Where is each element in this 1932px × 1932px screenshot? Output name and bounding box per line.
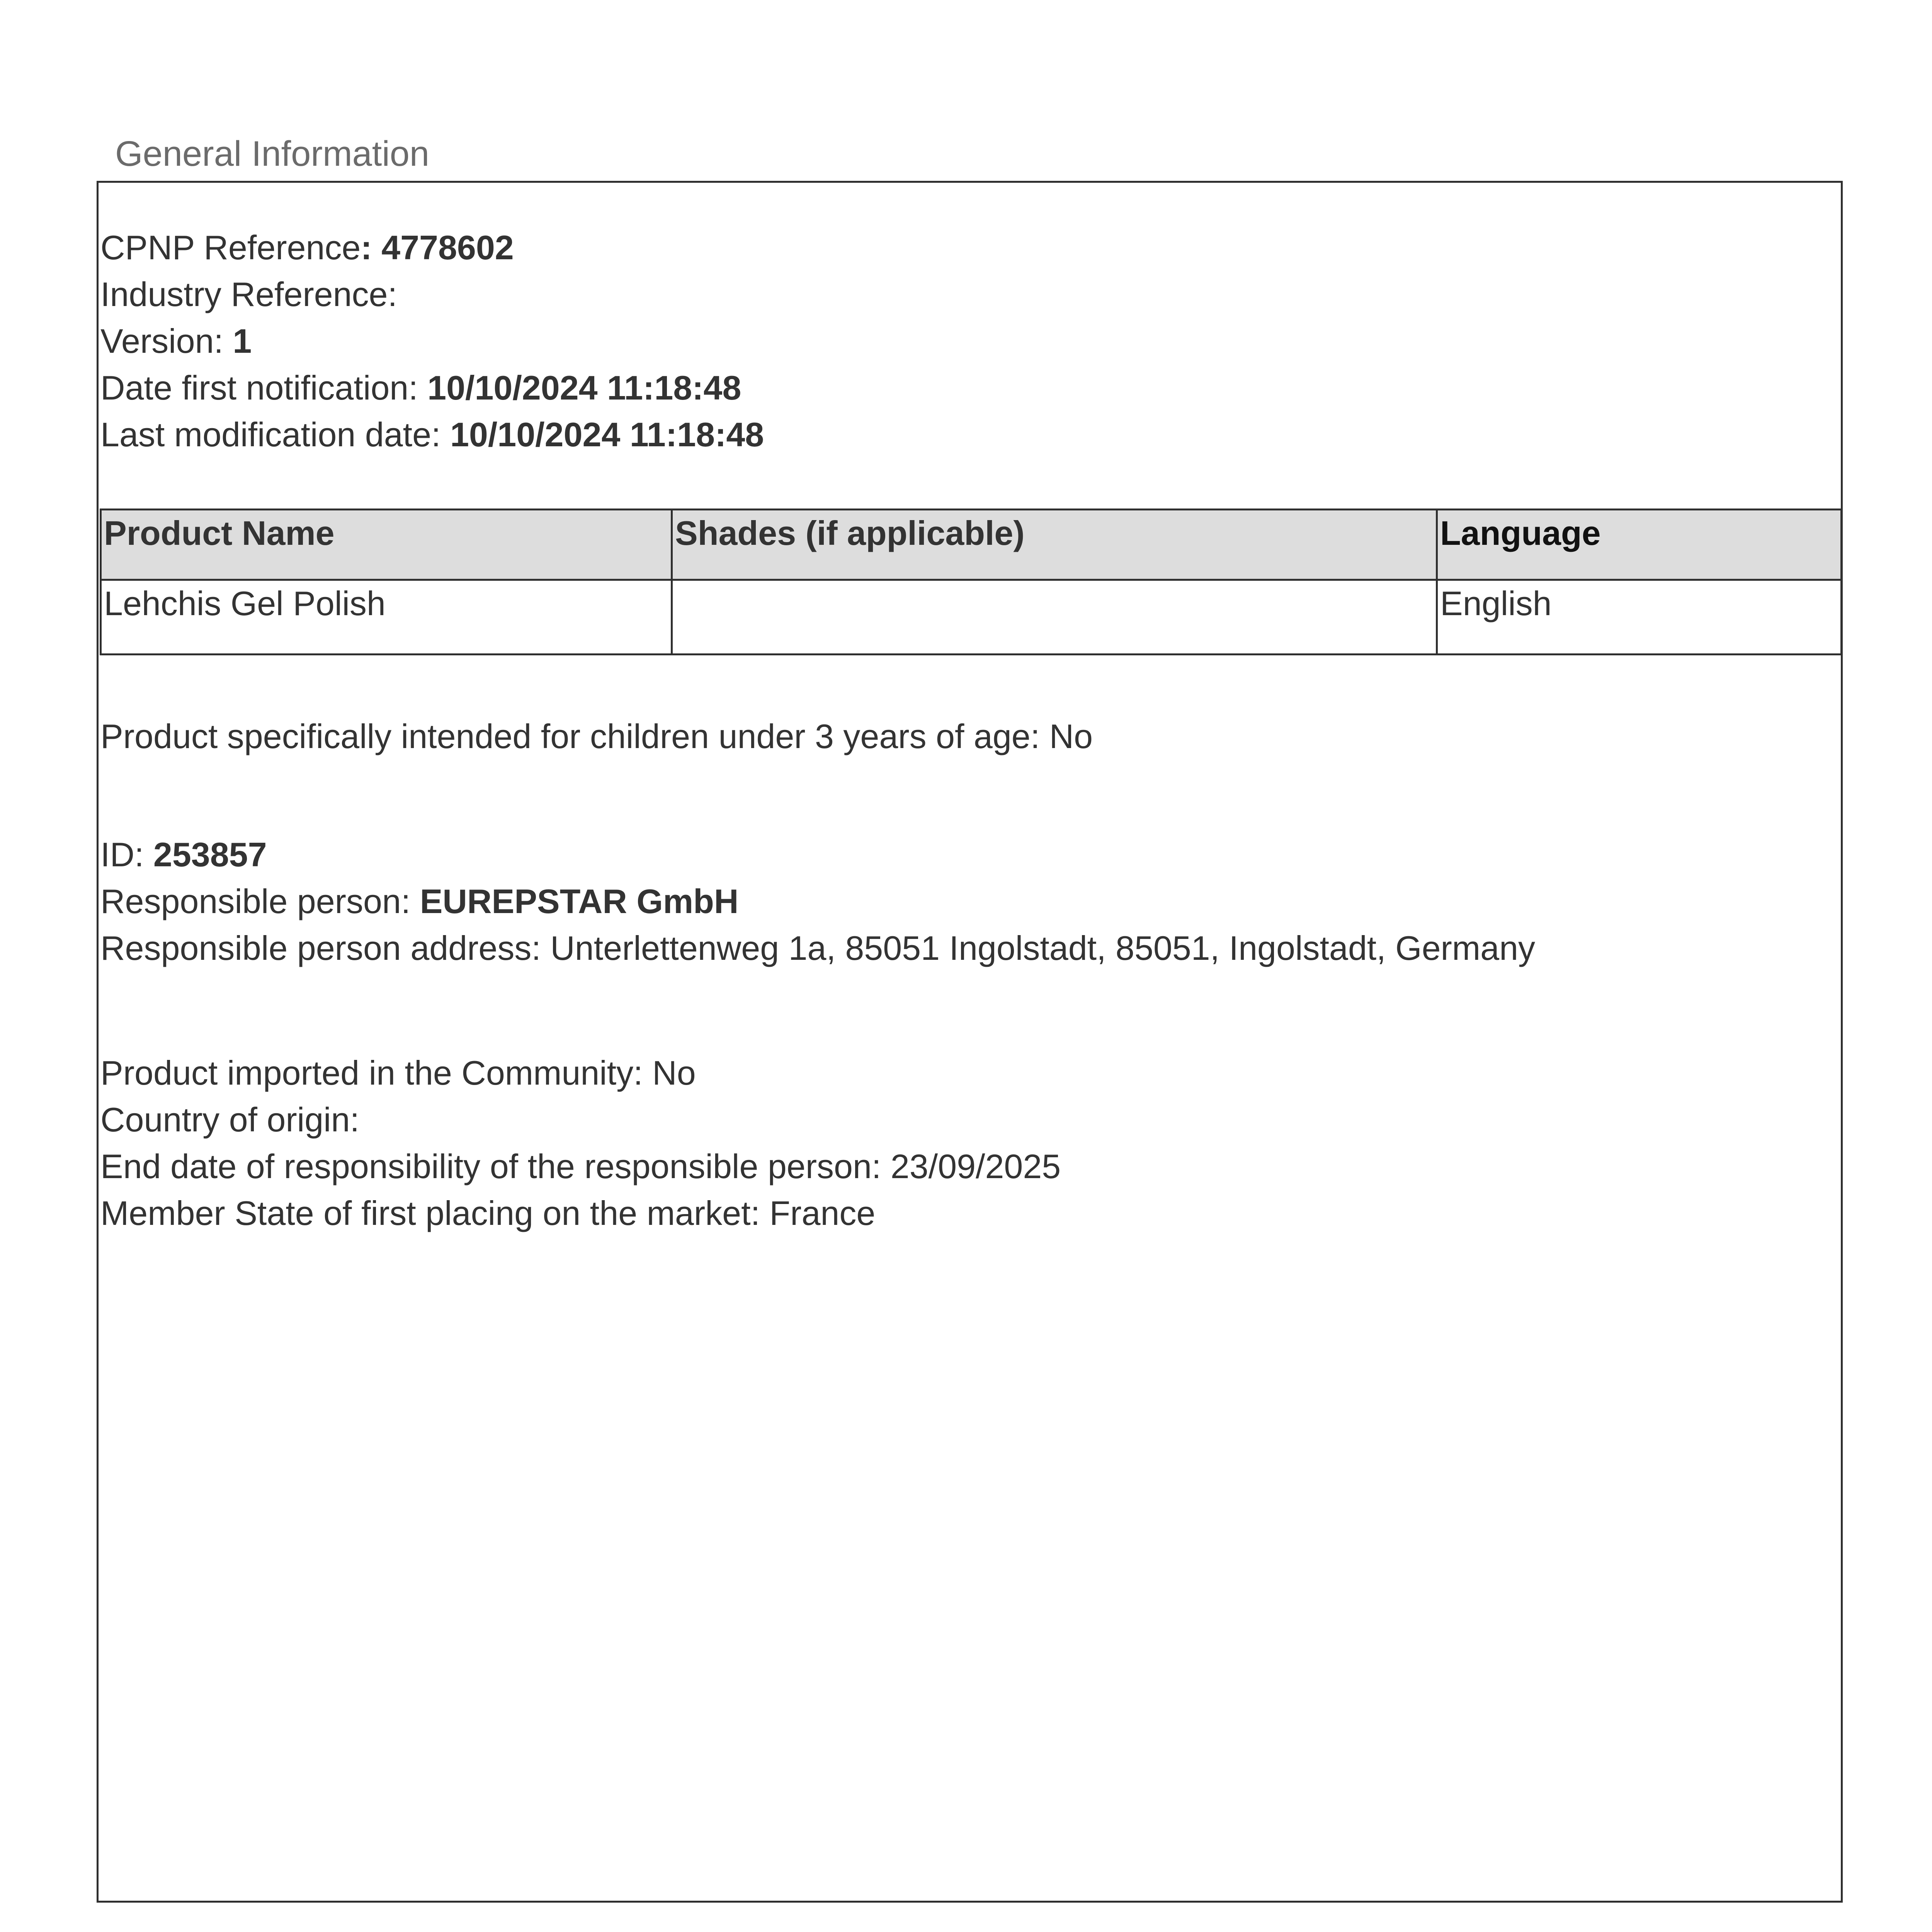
responsible-person-label: Responsible person: bbox=[100, 882, 420, 920]
table-row bbox=[101, 580, 1842, 655]
cell-shades bbox=[672, 580, 1437, 655]
last-modification-date-value: 10/10/2024 11:18:48 bbox=[450, 415, 764, 454]
column-header-language: Language bbox=[1437, 510, 1842, 580]
cpnp-reference-value: 4778602 bbox=[381, 228, 514, 267]
last-modification-date-label: Last modification date: bbox=[100, 415, 450, 454]
products-table-header-row bbox=[101, 510, 1842, 580]
cpnp-reference bbox=[100, 228, 514, 267]
products-table bbox=[100, 509, 1842, 655]
responsible-id-value: 253857 bbox=[153, 835, 267, 874]
product-imported: Product imported in the Community: No bbox=[100, 1054, 696, 1092]
responsible-id bbox=[100, 835, 267, 874]
end-date-responsibility: End date of responsibility of the responsible person: 23/09/2025 bbox=[100, 1147, 1061, 1185]
date-first-notification-label: Date first notification: bbox=[100, 369, 428, 407]
cpnp-reference-sep: : bbox=[361, 228, 382, 267]
industry-reference bbox=[100, 277, 397, 311]
version-value: 1 bbox=[233, 322, 252, 360]
date-first-notification bbox=[100, 371, 741, 405]
responsible-id-label: ID: bbox=[100, 835, 153, 874]
member-state-first-placing: Member State of first placing on the market: France bbox=[100, 1194, 876, 1232]
date-first-notification-value: 10/10/2024 11:18:48 bbox=[427, 369, 742, 407]
cell-product-name: Lehchis Gel Polish bbox=[101, 580, 672, 655]
cell-language: English bbox=[1437, 580, 1842, 655]
section-title: General Information bbox=[115, 134, 430, 173]
last-modification-date bbox=[100, 415, 764, 454]
responsible-person bbox=[100, 884, 738, 918]
version bbox=[100, 324, 252, 358]
column-header-shades: Shades (if applicable) bbox=[672, 510, 1437, 580]
cpnp-reference-label: CPNP Reference bbox=[100, 228, 361, 267]
industry-reference-label: Industry Reference: bbox=[100, 275, 397, 313]
responsible-person-address: Responsible person address: Unterlettenweg 1a, 85051 Ingolstadt, 85051, Ingolstadt, Germany bbox=[100, 929, 1536, 967]
column-header-product-name: Product Name bbox=[101, 510, 672, 580]
version-label: Version: bbox=[100, 322, 233, 360]
children-under-3: Product specifically intended for children under 3 years of age: No bbox=[100, 717, 1093, 755]
country-of-origin: Country of origin: bbox=[100, 1100, 360, 1139]
responsible-person-value: EUREPSTAR GmbH bbox=[420, 882, 739, 920]
